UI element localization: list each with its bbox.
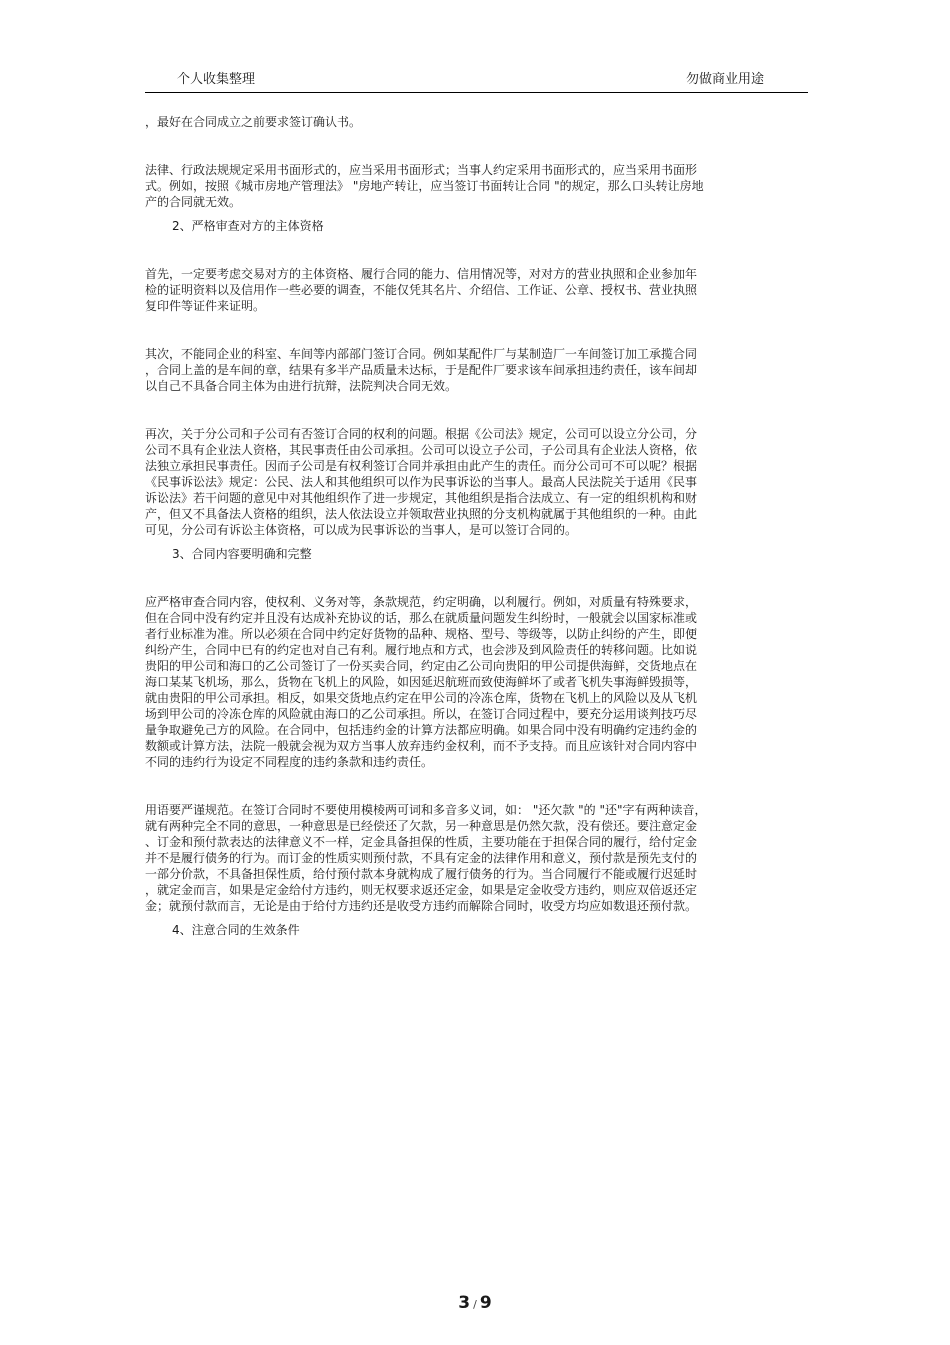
text-line: 数额或计算方法，法院一般就会视为双方当事人放弃违约金权利，而不予支持。而且应该针对合同内容中 <box>145 739 698 753</box>
text-line: 法律、行政法规规定采用书面形式的，应当采用书面形式；当事人约定采用书面形式的，应当采用书面形 <box>145 163 698 177</box>
text-line: 纠纷产生，合同中已有的约定也对自己有利。履行地点和方式，也会涉及到风险责任的转移问题。比如说 <box>145 643 698 657</box>
current-page-number: 3 <box>458 1293 471 1313</box>
text-line: 式。例如，按照《城市房地产管理法》 "房地产转让，应当签订书面转让合同 "的规定，那么口头转让房地 <box>145 179 704 193</box>
paragraph <box>145 346 795 394</box>
total-pages-number: 9 <box>479 1293 492 1313</box>
text-line: 再次，关于分公司和子公司有否签订合同的权利的问题。根据《公司法》规定，公司可以设立分公司，分 <box>145 427 698 441</box>
text-line: 法独立承担民事责任。因而子公司是有权利签订合同并承担由此产生的责任。而分公司可不可以呢？根据 <box>145 459 698 473</box>
paragraph <box>145 426 795 538</box>
text-line: 就由贵阳的甲公司承担。相反，如果交货地点约定在甲公司的冷冻仓库，货物在飞机上的风险以及从飞机 <box>145 691 698 705</box>
text-line: 《民事诉讼法》规定：公民、法人和其他组织可以作为民事诉讼的当事人。最高人民法院关于适用《民事 <box>145 475 698 489</box>
text-line: ，合同上盖的是车间的章，结果有多半产品质量未达标，于是配件厂要求该车间承担违约责任，该车间却 <box>145 363 698 377</box>
text-line: 用语要严谨规范。在签订合同时不要使用模棱两可词和多音多义词，如： "还欠款 "的 "还"字有两种读音， <box>145 803 707 817</box>
text-line: ，最好在合同成立之前要求签订确认书。 <box>145 115 362 129</box>
section-heading: 3、合同内容要明确和完整 <box>172 547 312 561</box>
spacer <box>145 562 795 594</box>
spacer <box>145 538 795 546</box>
text-line: 产，但又不具备法人资格的组织，法人依法设立并领取营业执照的分支机构就属于其他组织的一种。由此 <box>145 507 698 521</box>
text-line: 可见，分公司有诉讼主体资格，可以成为民事诉讼的当事人，是可以签订合同的。 <box>145 523 578 537</box>
paragraph <box>145 594 795 770</box>
spacer <box>145 314 795 346</box>
paragraph <box>145 162 795 210</box>
text-line: 场到甲公司的冷冻仓库的风险就由海口的乙公司承担。所以，在签订合同过程中，要充分运用谈判技巧尽 <box>145 707 698 721</box>
spacer <box>145 130 795 162</box>
text-line: 者行业标准为准。所以必须在合同中约定好货物的品种、规格、型号、等级等，以防止纠纷的产生，即便 <box>145 627 698 641</box>
text-line: 海口某某飞机场，那么，货物在飞机上的风险，如因延迟航班而致使海鲜坏了或者飞机失事海鲜毁损等， <box>145 675 698 689</box>
text-line: 首先，一定要考虑交易对方的主体资格、履行合同的能力、信用情况等，对对方的营业执照和企业参加年 <box>145 267 698 281</box>
text-line: 就有两种完全不同的意思，一种意思是已经偿还了欠款，另一种意思是仍然欠款，没有偿还。要注意定金 <box>145 819 698 833</box>
spacer <box>145 394 795 426</box>
text-line: 其次，不能同企业的科室、车间等内部部门签订合同。例如某配件厂与某制造厂一车间签订加工承揽合同 <box>145 347 698 361</box>
text-line: 量争取避免己方的风险。在合同中，包括违约金的计算方法都应明确。如果合同中没有明确约定违约金的 <box>145 723 698 737</box>
text-line: 诉讼法》若干问题的意见中对其他组织作了进一步规定，其他组织是指合法成立、有一定的组织机构和财 <box>145 491 698 505</box>
header-right-text: 勿做商业用途 <box>685 72 764 87</box>
paragraph <box>145 114 795 130</box>
text-line: 金；就预付款而言，无论是由于给付方违约还是收受方违约而解除合同时，收受方均应如数退还预付款。 <box>145 899 698 913</box>
page-number <box>0 1293 950 1313</box>
paragraph <box>145 266 795 314</box>
text-line: 检的证明资料以及信用作一些必要的调查，不能仅凭其名片、介绍信、工作证、公章、授权书、营业执照 <box>145 283 698 297</box>
spacer <box>145 234 795 266</box>
spacer <box>145 914 795 922</box>
text-line: 、订金和预付款表达的法律意义不一样，定金具备担保的性质，主要功能在于担保合同的履行，给付定金 <box>145 835 698 849</box>
text-line: 复印件等证件来证明。 <box>145 299 266 313</box>
text-line: ，就定金而言，如果是定金给付方违约，则无权要求返还定金，如果是定金收受方违约，则应双倍返还定 <box>145 883 698 897</box>
text-line: 公司不具有企业法人资格，其民事责任由公司承担。公司可以设立子公司，子公司具有企业法人资格，依 <box>145 443 698 457</box>
text-line: 以自己不具备合同主体为由进行抗辩，法院判决合同无效。 <box>145 379 458 393</box>
spacer <box>145 770 795 802</box>
text-line: 一部分价款，不具备担保性质，给付预付款本身就构成了履行债务的行为。当合同履行不能或履行迟延时 <box>145 867 698 881</box>
text-line: 不同的违约行为设定不同程度的违约条款和违约责任。 <box>145 755 434 769</box>
document-body <box>145 114 795 938</box>
section-heading: 2、严格审查对方的主体资格 <box>172 219 324 233</box>
page-separator: / <box>473 1298 477 1311</box>
text-line: 应严格审查合同内容，使权利、义务对等，条款规范，约定明确，以利履行。例如，对质量有特殊要求， <box>145 595 698 609</box>
page-header <box>145 64 808 93</box>
text-line: 但在合同中没有约定并且没有达成补充协议的话，那么在就质量问题发生纠纷时，一般就会以国家标准或 <box>145 611 698 625</box>
header-left-text: 个人收集整理 <box>177 72 256 87</box>
text-line: 并不是履行债务的行为。而订金的性质实则预付款，不具有定金的法律作用和意义，预付款是预先支付的 <box>145 851 698 865</box>
paragraph <box>145 802 795 914</box>
text-line: 产的合同就无效。 <box>145 195 242 209</box>
section-heading: 4、注意合同的生效条件 <box>172 923 300 937</box>
text-line: 贵阳的甲公司和海口的乙公司签订了一份买卖合同，约定由乙公司向贵阳的甲公司提供海鲜，交货地点在 <box>145 659 698 673</box>
spacer <box>145 210 795 218</box>
